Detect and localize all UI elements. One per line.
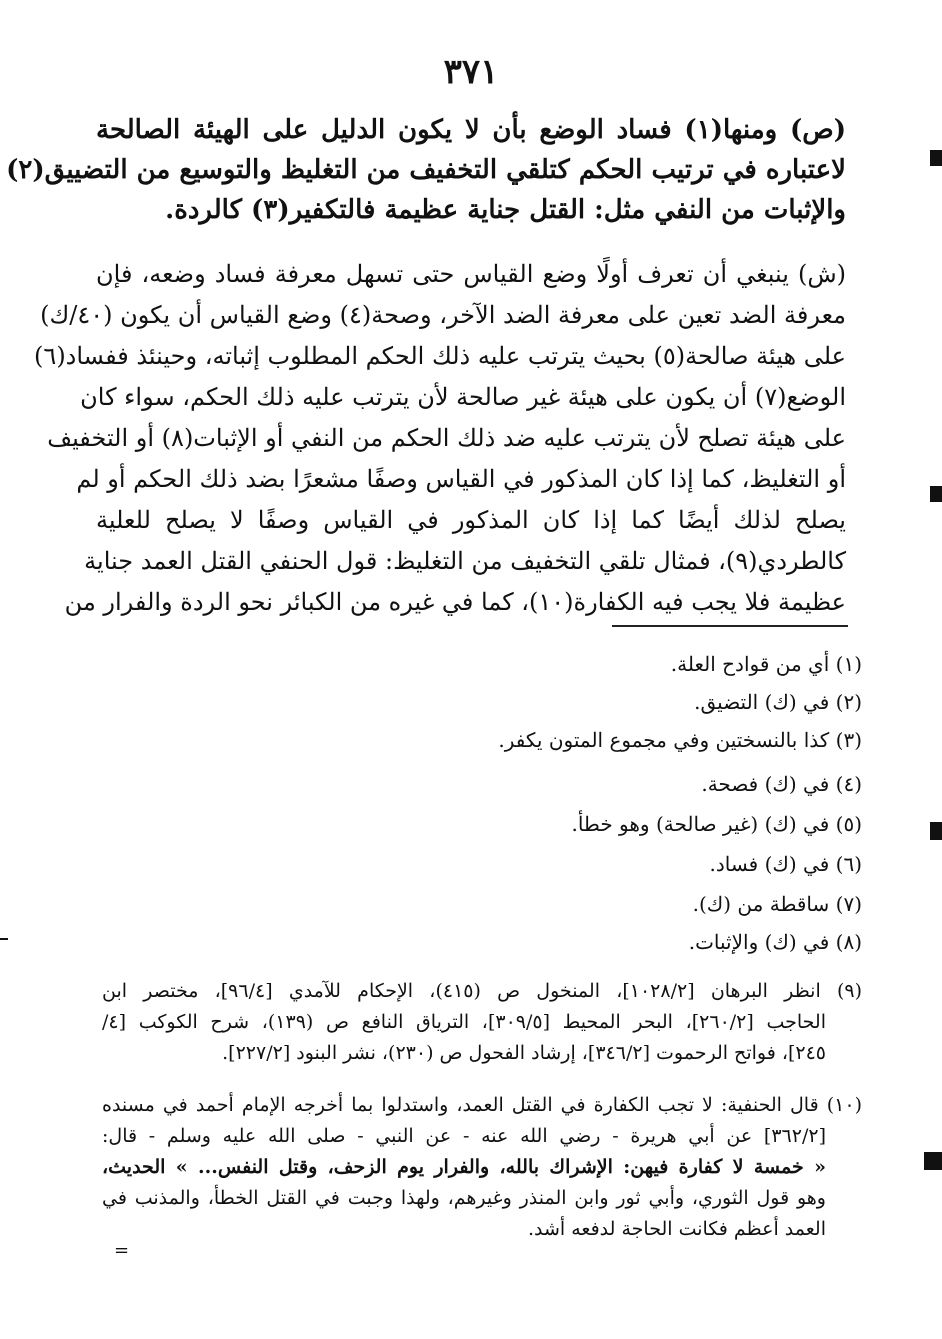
sharh-line: معرفة الضد تعين على معرفة الضد الآخر، وصحة(٤) وضع القياس أن يكون (٤٠/ك) [40, 301, 846, 329]
matn-line: (ص) ومنها(١) فساد الوضع بأن لا يكون الدليل على الهيئة الصالحة [96, 115, 847, 145]
sharh-line: على هيئة صالحة(٥) بحيث يترتب عليه ذلك الحكم المطلوب إثباته، وحينئذ ففساد(٦) [34, 342, 846, 370]
edge-mark [0, 938, 8, 940]
footnote-4: (٤) في (ك) فصحة. [701, 772, 862, 796]
footnote-10 [102, 1090, 862, 1245]
sharh-line: على هيئة تصلح لأن يترتب عليه ضد ذلك الحكم من النفي أو الإثبات(٨) أو التخفيف [47, 424, 846, 452]
footnote-9-line: ٢٤٥]، فواتح الرحموت [٣٤٦/٢]، إرشاد الفحول ص (٢٣٠)، نشر البنود [٢٢٧/٢]. [222, 1042, 826, 1064]
sharh-paragraph [34, 254, 846, 623]
matn-paragraph [6, 110, 847, 230]
matn-line: لاعتباره في ترتيب الحكم كتلقي التخفيف من التغليظ والتوسيع من التضييق(٢) [6, 155, 846, 185]
edge-mark [930, 486, 942, 502]
footnote-10-line: « خمسة لا كفارة فيهن: الإشراك بالله، والفرار يوم الزحف، وقتل النفس... » الحديث، [102, 1156, 826, 1178]
footnote-8: (٨) في (ك) والإثبات. [688, 930, 862, 954]
matn-line: والإثبات من النفي مثل: القتل جناية عظيمة فالتكفير(٣) كالردة. [165, 195, 846, 225]
footnote-10-line: (١٠) قال الحنفية: لا تجب الكفارة في القتل العمد، واستدلوا بما أخرجه الإمام أحمد في مسنده [102, 1094, 862, 1116]
footnote-5: (٥) في (ك) (غير صالحة) وهو خطأ. [571, 812, 862, 836]
footnote-2: (٢) في (ك) التضيق. [694, 690, 862, 714]
footnote-9 [102, 976, 862, 1069]
footnote-7: (٧) ساقطة من (ك). [692, 892, 862, 916]
footnote-1: (١) أي من قوادح العلة. [670, 652, 862, 676]
footnote-6: (٦) في (ك) فساد. [709, 852, 862, 876]
footnote-3: (٣) كذا بالنسختين وفي مجموع المتون يكفر. [498, 728, 862, 752]
sharh-line: يصلح لذلك أيضًا كما إذا كان المذكور في القياس وصفًا لا يصلح للعلية [96, 506, 846, 534]
footnote-9-line: الحاجب [٢٦٠/٢]، البحر المحيط [٣٠٩/٥]، الترياق النافع ص (١٣٩)، شرح الكوكب [٤/ [102, 1011, 826, 1033]
footnote-9-line: (٩) انظر البرهان [١٠٢٨/٢]، المنخول ص (٤١٥)، الإحكام للآمدي [٩٦/٤]، مختصر ابن [102, 980, 862, 1002]
footnote-separator [612, 625, 848, 627]
footnote-10-line: وهو قول الثوري، وأبي ثور وابن المنذر وغيرهم، ولهذا وجبت في القتل الخطأ، والمذنب في [102, 1187, 826, 1209]
sharh-line: (ش) ينبغي أن تعرف أولًا وضع القياس حتى تسهل معرفة فساد وضعه، فإن [96, 260, 846, 288]
footnote-10-line: العمد أعظم فكانت الحاجة لدفعه أشد. [527, 1218, 826, 1240]
sharh-line: عظيمة فلا يجب فيه الكفارة(١٠)، كما في غيره من الكبائر نحو الردة والفرار من [64, 588, 846, 616]
sharh-line: أو التغليظ، كما إذا كان المذكور في القياس وصفًا مشعرًا بضد ذلك الحكم أو لم [76, 465, 846, 493]
sharh-line: الوضع(٧) أن يكون على هيئة غير صالحة لأن يترتب عليه ذلك الحكم، سواء كان [80, 383, 846, 411]
edge-mark [924, 1152, 942, 1170]
footnote-10-line: [٣٦٢/٢] عن أبي هريرة - رضي الله عنه - عن النبي - صلى الله عليه وسلم - قال: [102, 1125, 826, 1147]
continuation-mark: = [114, 1240, 130, 1261]
edge-mark [930, 150, 942, 166]
edge-mark [930, 822, 942, 840]
sharh-line: كالطردي(٩)، فمثال تلقي التخفيف من التغليظ: قول الحنفي القتل العمد جناية [84, 547, 846, 575]
page-number: ٣٧١ [443, 52, 499, 92]
